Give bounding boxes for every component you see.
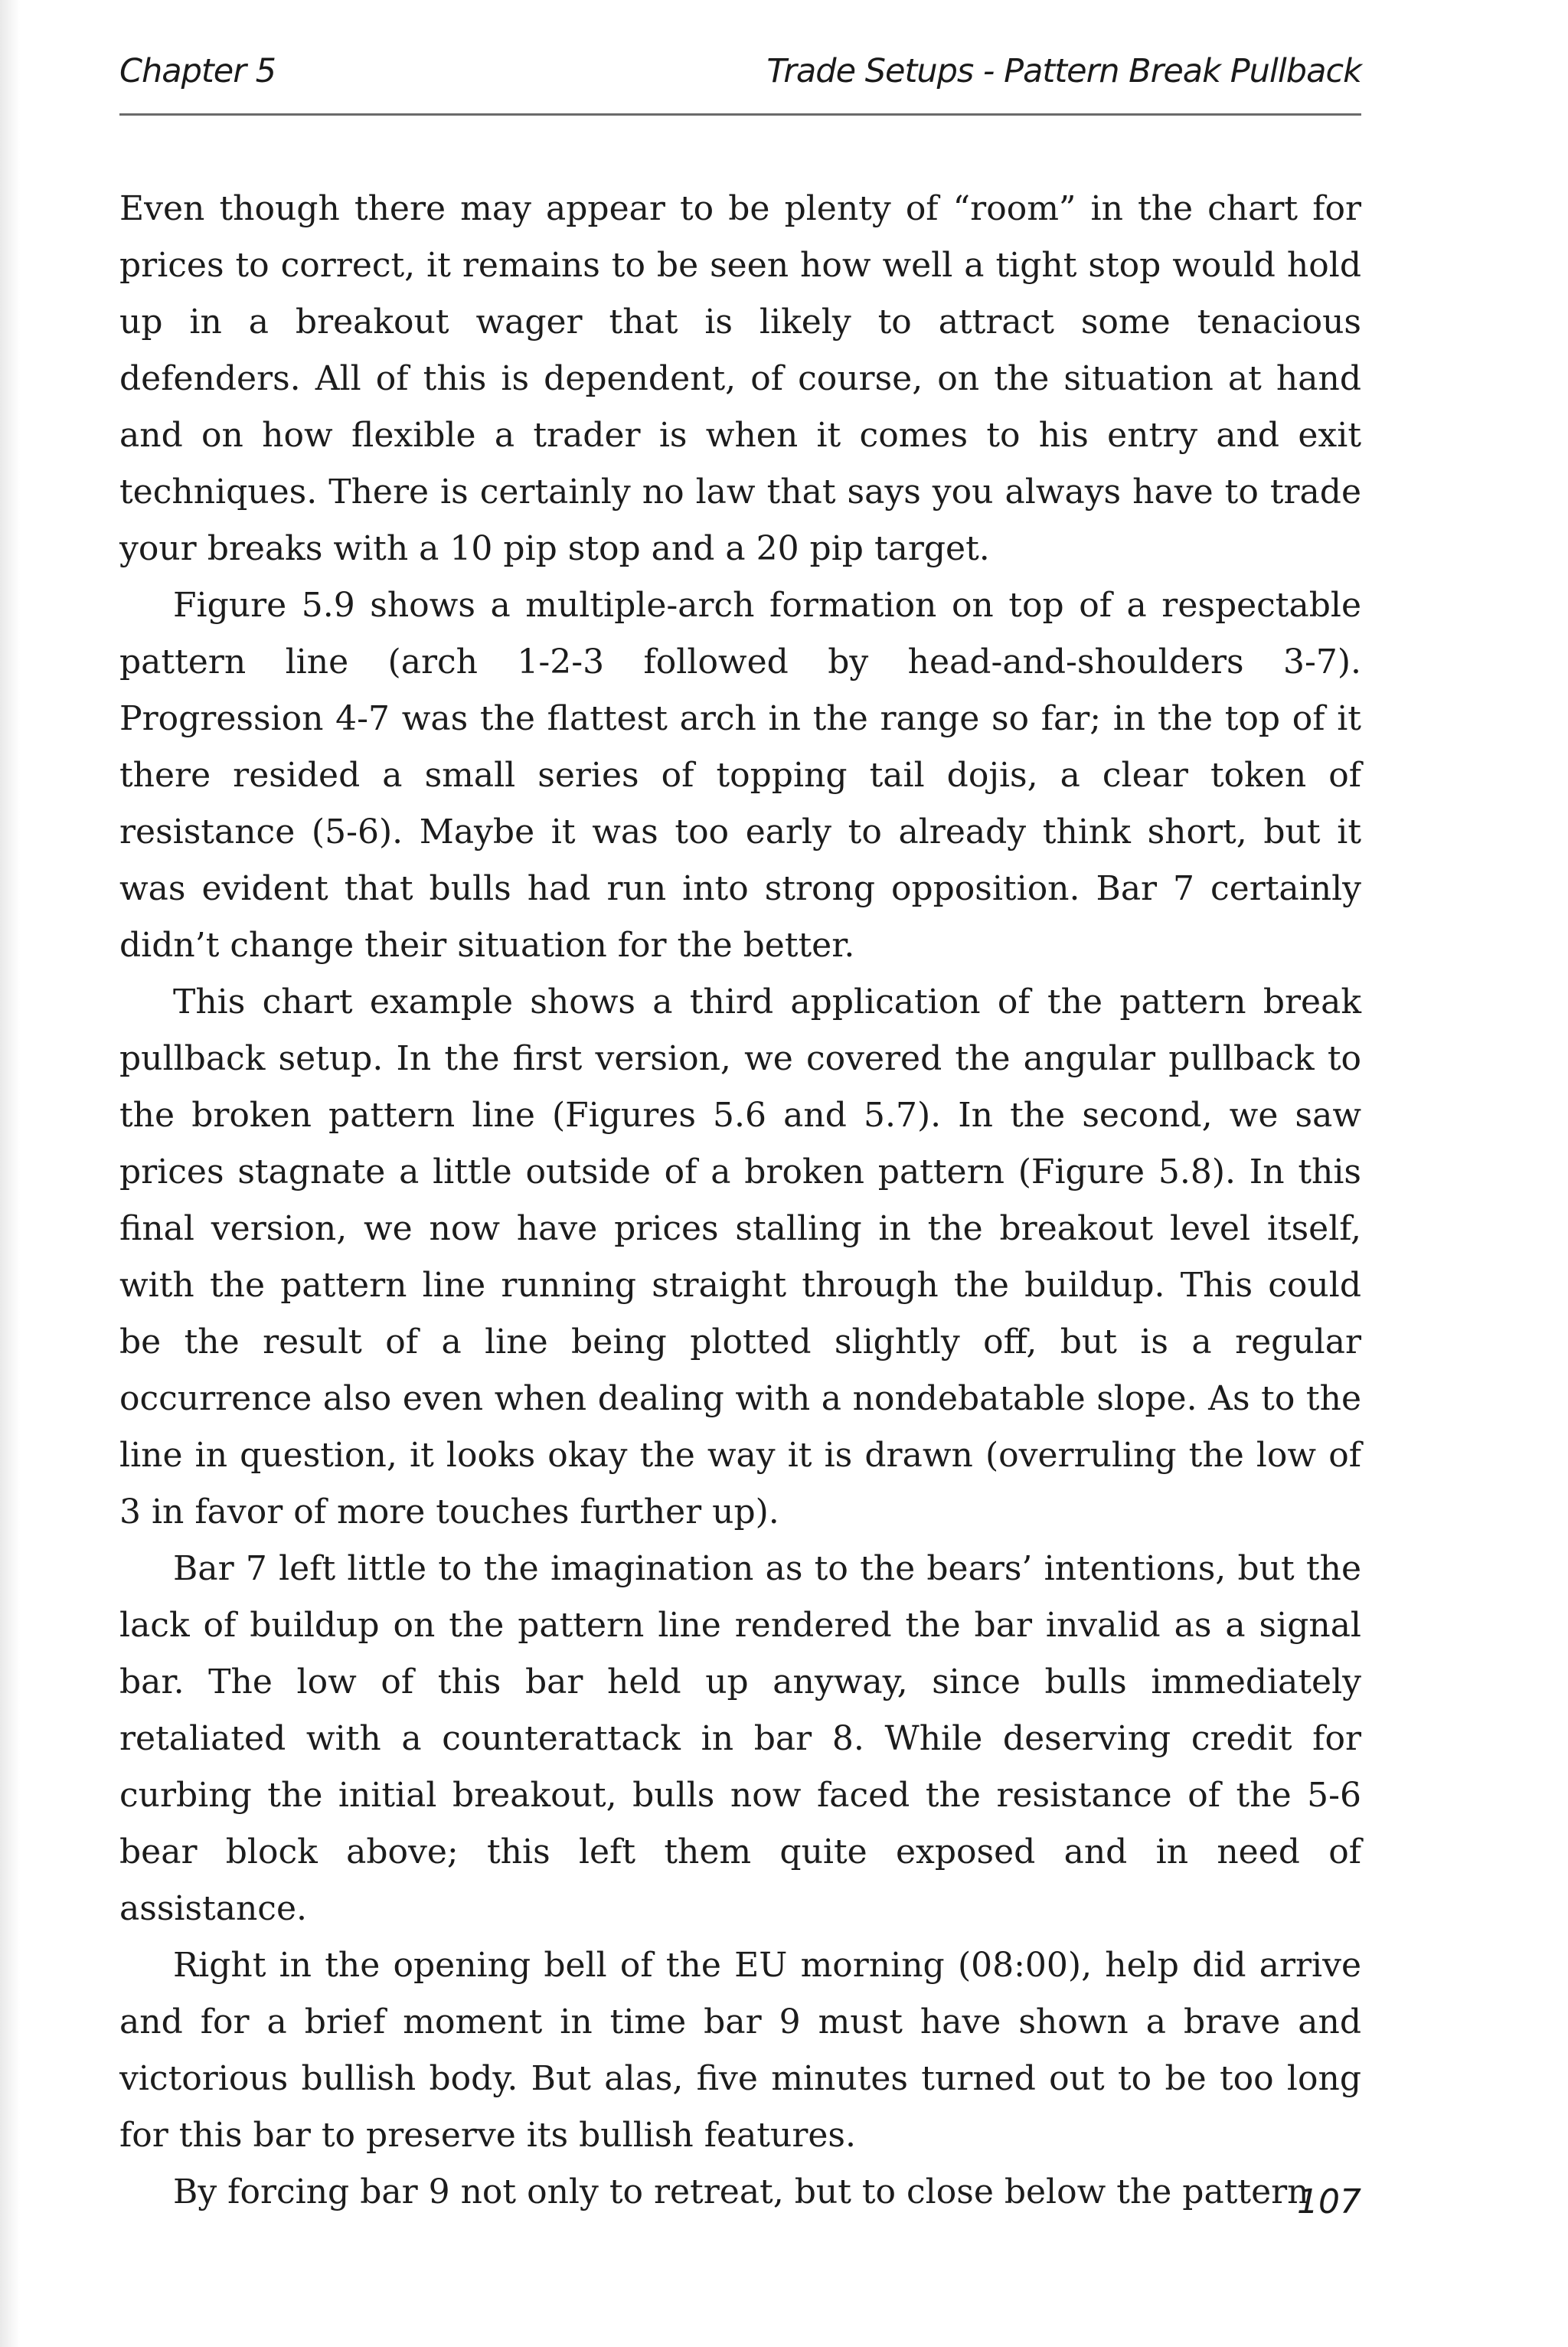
paragraph: By forcing bar 9 not only to retreat, but to close below the pattern — [173, 2172, 1309, 2211]
paragraph: This chart example shows a third application of the pattern break pullback setup. In the first version, we covered the angular pullback to the broken pattern line (Figures 5.6 and 5.7). In the second, we saw prices stagnate a little outside of a broken pattern (Figure 5.8). In this final version, we now have prices stalling in the breakout level itself, with the pattern line running straight through the buildup. This could be the result of a line being plotted slightly off, but is a regular occurrence also even when dealing with a nondebatable slope. As to the line in question, it looks okay the way it is drawn (overruling the low of 3 in favor of more touches further up). — [119, 982, 1361, 1531]
paragraph: Even though there may appear to be plenty of “room” in the chart for prices to correct, it remains to be seen how well a tight stop would hold up in a breakout wager that is likely to attract some tenacious defenders. All of this is dependent, of course, on the situation at hand and on how flexible a trader is when it comes to his entry and exit techniques. There is certainly no law that says you always have to trade your breaks with a 10 pip stop and a 20 pip target. — [119, 189, 1361, 568]
paragraph: Figure 5.9 shows a multiple-arch formation on top of a respectable pattern line (arch 1-2-3 followed by head-and-shoulders 3-7). Progression 4-7 was the flattest arch in the range so far; in the top of it there resided a small series of topping tail dojis, a clear token of resistance (5-6). Maybe it was too early to already think short, but it was evident that bulls had run into strong opposition. Bar 7 certainly didn’t change their situation for the better. — [119, 586, 1361, 965]
body-text — [119, 181, 1361, 2221]
chapter-label: Chapter 5 — [119, 52, 276, 90]
page-number: 107 — [1297, 2182, 1361, 2221]
section-title: Trade Setups - Pattern Break Pullback — [766, 52, 1361, 90]
running-header — [119, 44, 1361, 116]
paragraph: Bar 7 left little to the imagination as to the bears’ intentions, but the lack of buildup on the pattern line rendered the bar invalid as a signal bar. The low of this bar held up anyway, since bulls immediately retaliated with a counterattack in bar 8. While deserving credit for curbing the initial breakout, bulls now faced the resistance of the 5-6 bear block above; this left them quite exposed and in need of assistance. — [119, 1549, 1361, 1928]
paragraph: Right in the opening bell of the EU morning (08:00), help did arrive and for a brief moment in time bar 9 must have shown a brave and victorious bullish body. But alas, five minutes turned out to be too long for this bar to preserve its bullish features. — [119, 1946, 1361, 2155]
page-edge-shadow — [0, 0, 20, 2347]
